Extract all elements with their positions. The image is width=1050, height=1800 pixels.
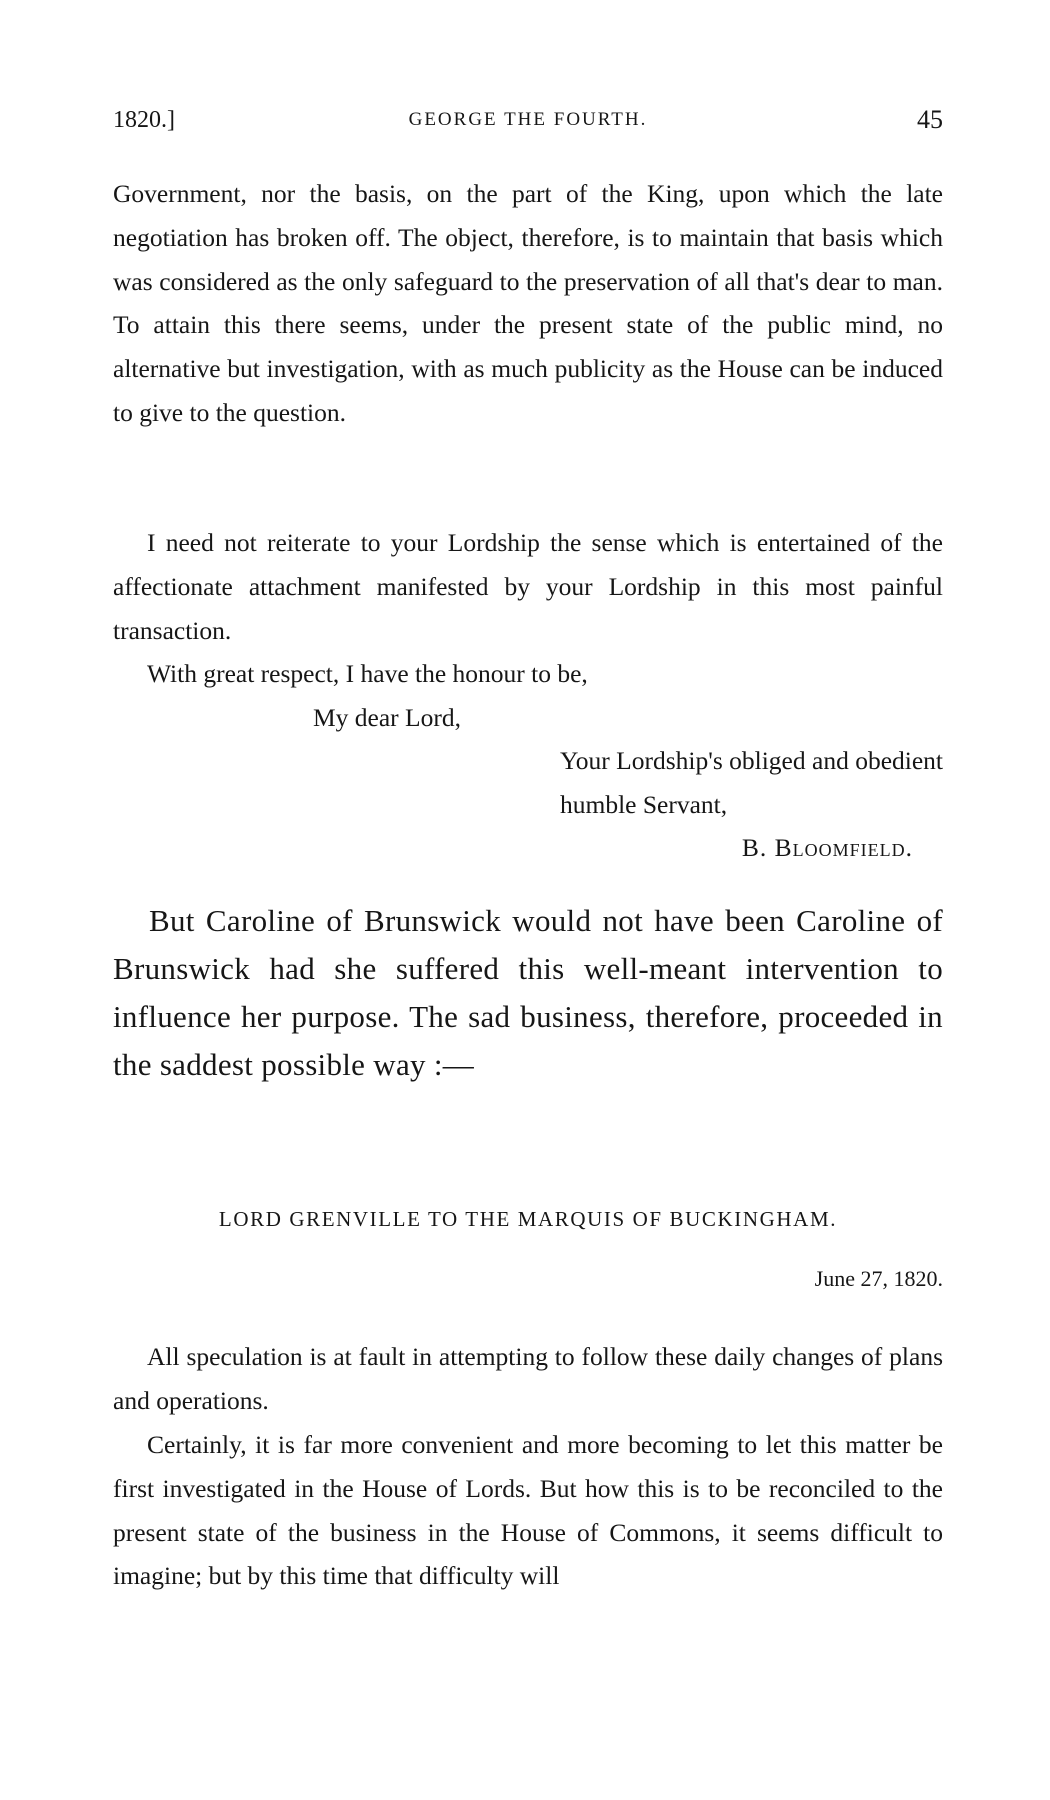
narrative-paragraph: But Caroline of Brunswick would not have been Caroline of Brunswick had she suffered this well-meant intervention to influence her purpose. The sad business, therefore, proceeded in the saddest possible way :— <box>113 903 943 1082</box>
closing-line-1: With great respect, I have the honour to be, <box>147 659 588 688</box>
letter-paragraph-2: I need not reiterate to your Lordship the sense which is entertained of the affectionate attachment manifested by your Lordship in this most painful transaction. <box>113 528 943 645</box>
letter-paragraph-1: Government, nor the basis, on the part of the King, upon which the late negotiation has broken off. The object, therefore, is to maintain that basis which was considered as the only safeguard to the preservation of all that's dear to man. To attain this there seems, under the present state of the public mind, no alternative but investigation, with as much publicity as the House can be induced to give to the question. <box>113 179 943 427</box>
page-header <box>113 100 943 140</box>
closing-salutation: My dear Lord, <box>313 702 461 732</box>
letter-heading: LORD GRENVILLE TO THE MARQUIS OF BUCKINGHAM. <box>218 1207 838 1231</box>
letter-date: June 27, 1820. <box>814 1266 943 1291</box>
letter-2-paragraph-1: All speculation is at fault in attempting to follow these daily changes of plans and operations. <box>113 1342 943 1415</box>
letter-2-paragraph-2: Certainly, it is far more convenient and more becoming to let this matter be first investigated in the House of Lords. But how this is to be reconciled to the present state of the business in the House of Commons, it seems difficult to imagine; but by this time that difficulty will <box>113 1430 943 1591</box>
signature: B. Bloomfield. <box>741 833 913 862</box>
running-title: GEORGE THE FOURTH. <box>408 109 648 130</box>
header-year: 1820.] <box>113 107 175 133</box>
page-number: 45 <box>917 105 943 134</box>
closing-line-3: Your Lordship's obliged and obedient <box>559 746 943 775</box>
letter-closing <box>113 652 943 870</box>
closing-line-4: humble Servant, <box>560 789 728 819</box>
